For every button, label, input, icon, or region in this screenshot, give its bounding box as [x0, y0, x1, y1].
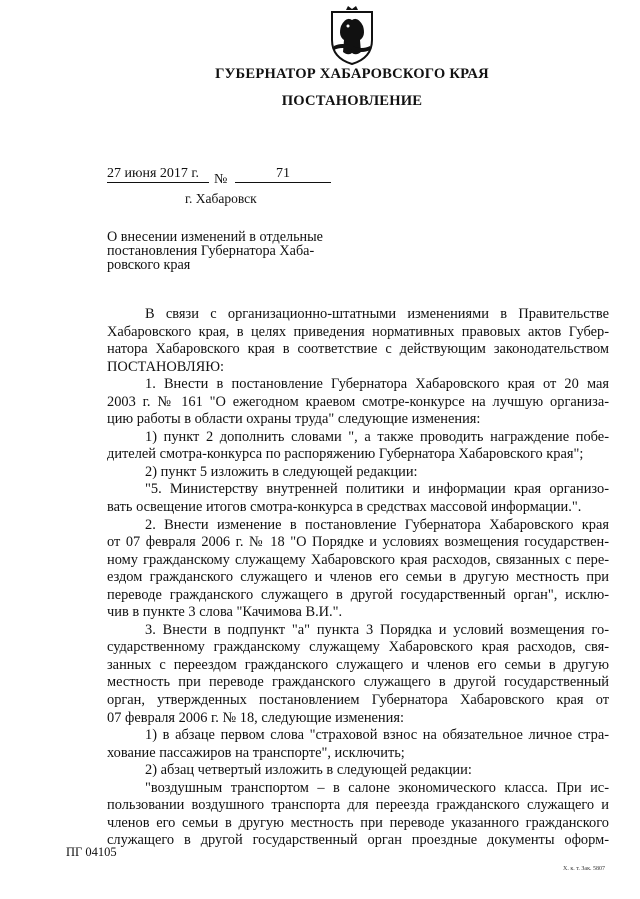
body-line: переводе гражданского служащего в другой государственный орган", исклю- [107, 586, 609, 603]
print-mark: Х. к. т. Зак. 5807 [563, 866, 606, 872]
subject-line: ровского края [107, 257, 191, 273]
document-date: 27 июня 2017 г. [107, 166, 209, 183]
body-line: Хабаровского края, в целях приведения нормативных правовых актов Губер- [107, 323, 609, 340]
body-line: 2) пункт 5 изложить в следующей редакции: [145, 463, 418, 480]
coat-of-arms-emblem [326, 6, 378, 66]
body-line: 2. Внести изменение в постановление Губернатора Хабаровского края [145, 516, 609, 533]
body-line: 2) абзац четвертый изложить в следующей редакции: [145, 762, 472, 779]
body-line: местность при переводе гражданского служащего в другой государственный [107, 674, 609, 691]
body-line: В связи с организационно-штатными изменениями в Правительстве [145, 306, 609, 322]
body-line: орган, утвержденных постановлением Губернатора Хабаровского края от [107, 692, 609, 709]
body-line: 1) пункт 2 дополнить словами ", а также проводить награждение побе- [145, 428, 609, 445]
document-type-title: ПОСТАНОВЛЕНИЕ [281, 93, 423, 109]
date-number-line [107, 166, 337, 192]
body-line: членов его семьи в другую местность при переводе указанного гражданского [107, 814, 609, 831]
document-subject [107, 230, 339, 272]
body-line: "5. Министерству внутренней политики и информации края организо- [145, 481, 609, 498]
body-line: "воздушным транспортом – в салоне экономического класса. При ис- [145, 779, 609, 796]
body-line: 2003 г. № 161 "О ежегодном краевом смотре-конкурсе на лучшую организа- [107, 393, 609, 410]
body-line: 1. Внести в постановление Губернатора Хабаровского края от 20 мая [145, 376, 609, 393]
body-line: ездом гражданского служащего и членов его семьи в другую местность при [107, 569, 609, 586]
body-line: 07 февраля 2006 г. № 18, следующие изменения: [107, 709, 404, 726]
body-line: цию работы в области охраны труда" следующие изменения: [107, 411, 481, 428]
body-line: ному гражданскому служащему Хабаровского края расходов, связанных с пере- [107, 551, 609, 568]
subject-line: постановления Губернатора Хаба- [107, 243, 315, 259]
body-line: натора Хабаровского края в соответствие с действующим законодательством [107, 341, 609, 358]
body-line: 1) в абзаце первом слова "страховой взнос на обязательное личное стра- [145, 727, 609, 744]
city-name: г. Хабаровск [185, 191, 257, 206]
number-sign: № [214, 172, 228, 187]
form-code: ПГ 04105 [66, 845, 117, 859]
body-line: вать освещение итогов смотра-конкурса в средствах массовой информации.". [107, 499, 582, 516]
subject-line: О внесении изменений в отдельные [107, 229, 323, 245]
body-line: хование пассажиров на транспорте", исключить; [107, 744, 405, 761]
document-body [107, 306, 609, 850]
body-line: дителей смотра-конкурса по распоряжению Губернатора Хабаровского края"; [107, 446, 584, 463]
body-line: ПОСТАНОВЛЯЮ: [107, 358, 225, 375]
body-line: от 07 февраля 2006 г. № 18 "О Порядке и условиях возмещения государствен- [107, 534, 609, 551]
body-line: чив в пункте 3 слова "Качимова В.И.". [107, 604, 343, 621]
authority-title: ГУБЕРНАТОР ХАБАРОВСКОГО КРАЯ [215, 66, 489, 82]
body-line: служащего в другой государственный орган проездные документы оформ- [107, 832, 609, 849]
body-line: пользовании воздушного транспорта для переезда гражданского служащего и [107, 797, 609, 814]
body-line: 3. Внести в подпункт "а" пункта 3 Порядка и условий возмещения го- [145, 621, 609, 638]
body-line: сударственному гражданскому служащему Хабаровского края расходов, свя- [107, 639, 609, 656]
body-line: занных с переездом гражданского служащего и членов его семьи в другую [107, 656, 609, 673]
document-number: 71 [235, 166, 331, 183]
